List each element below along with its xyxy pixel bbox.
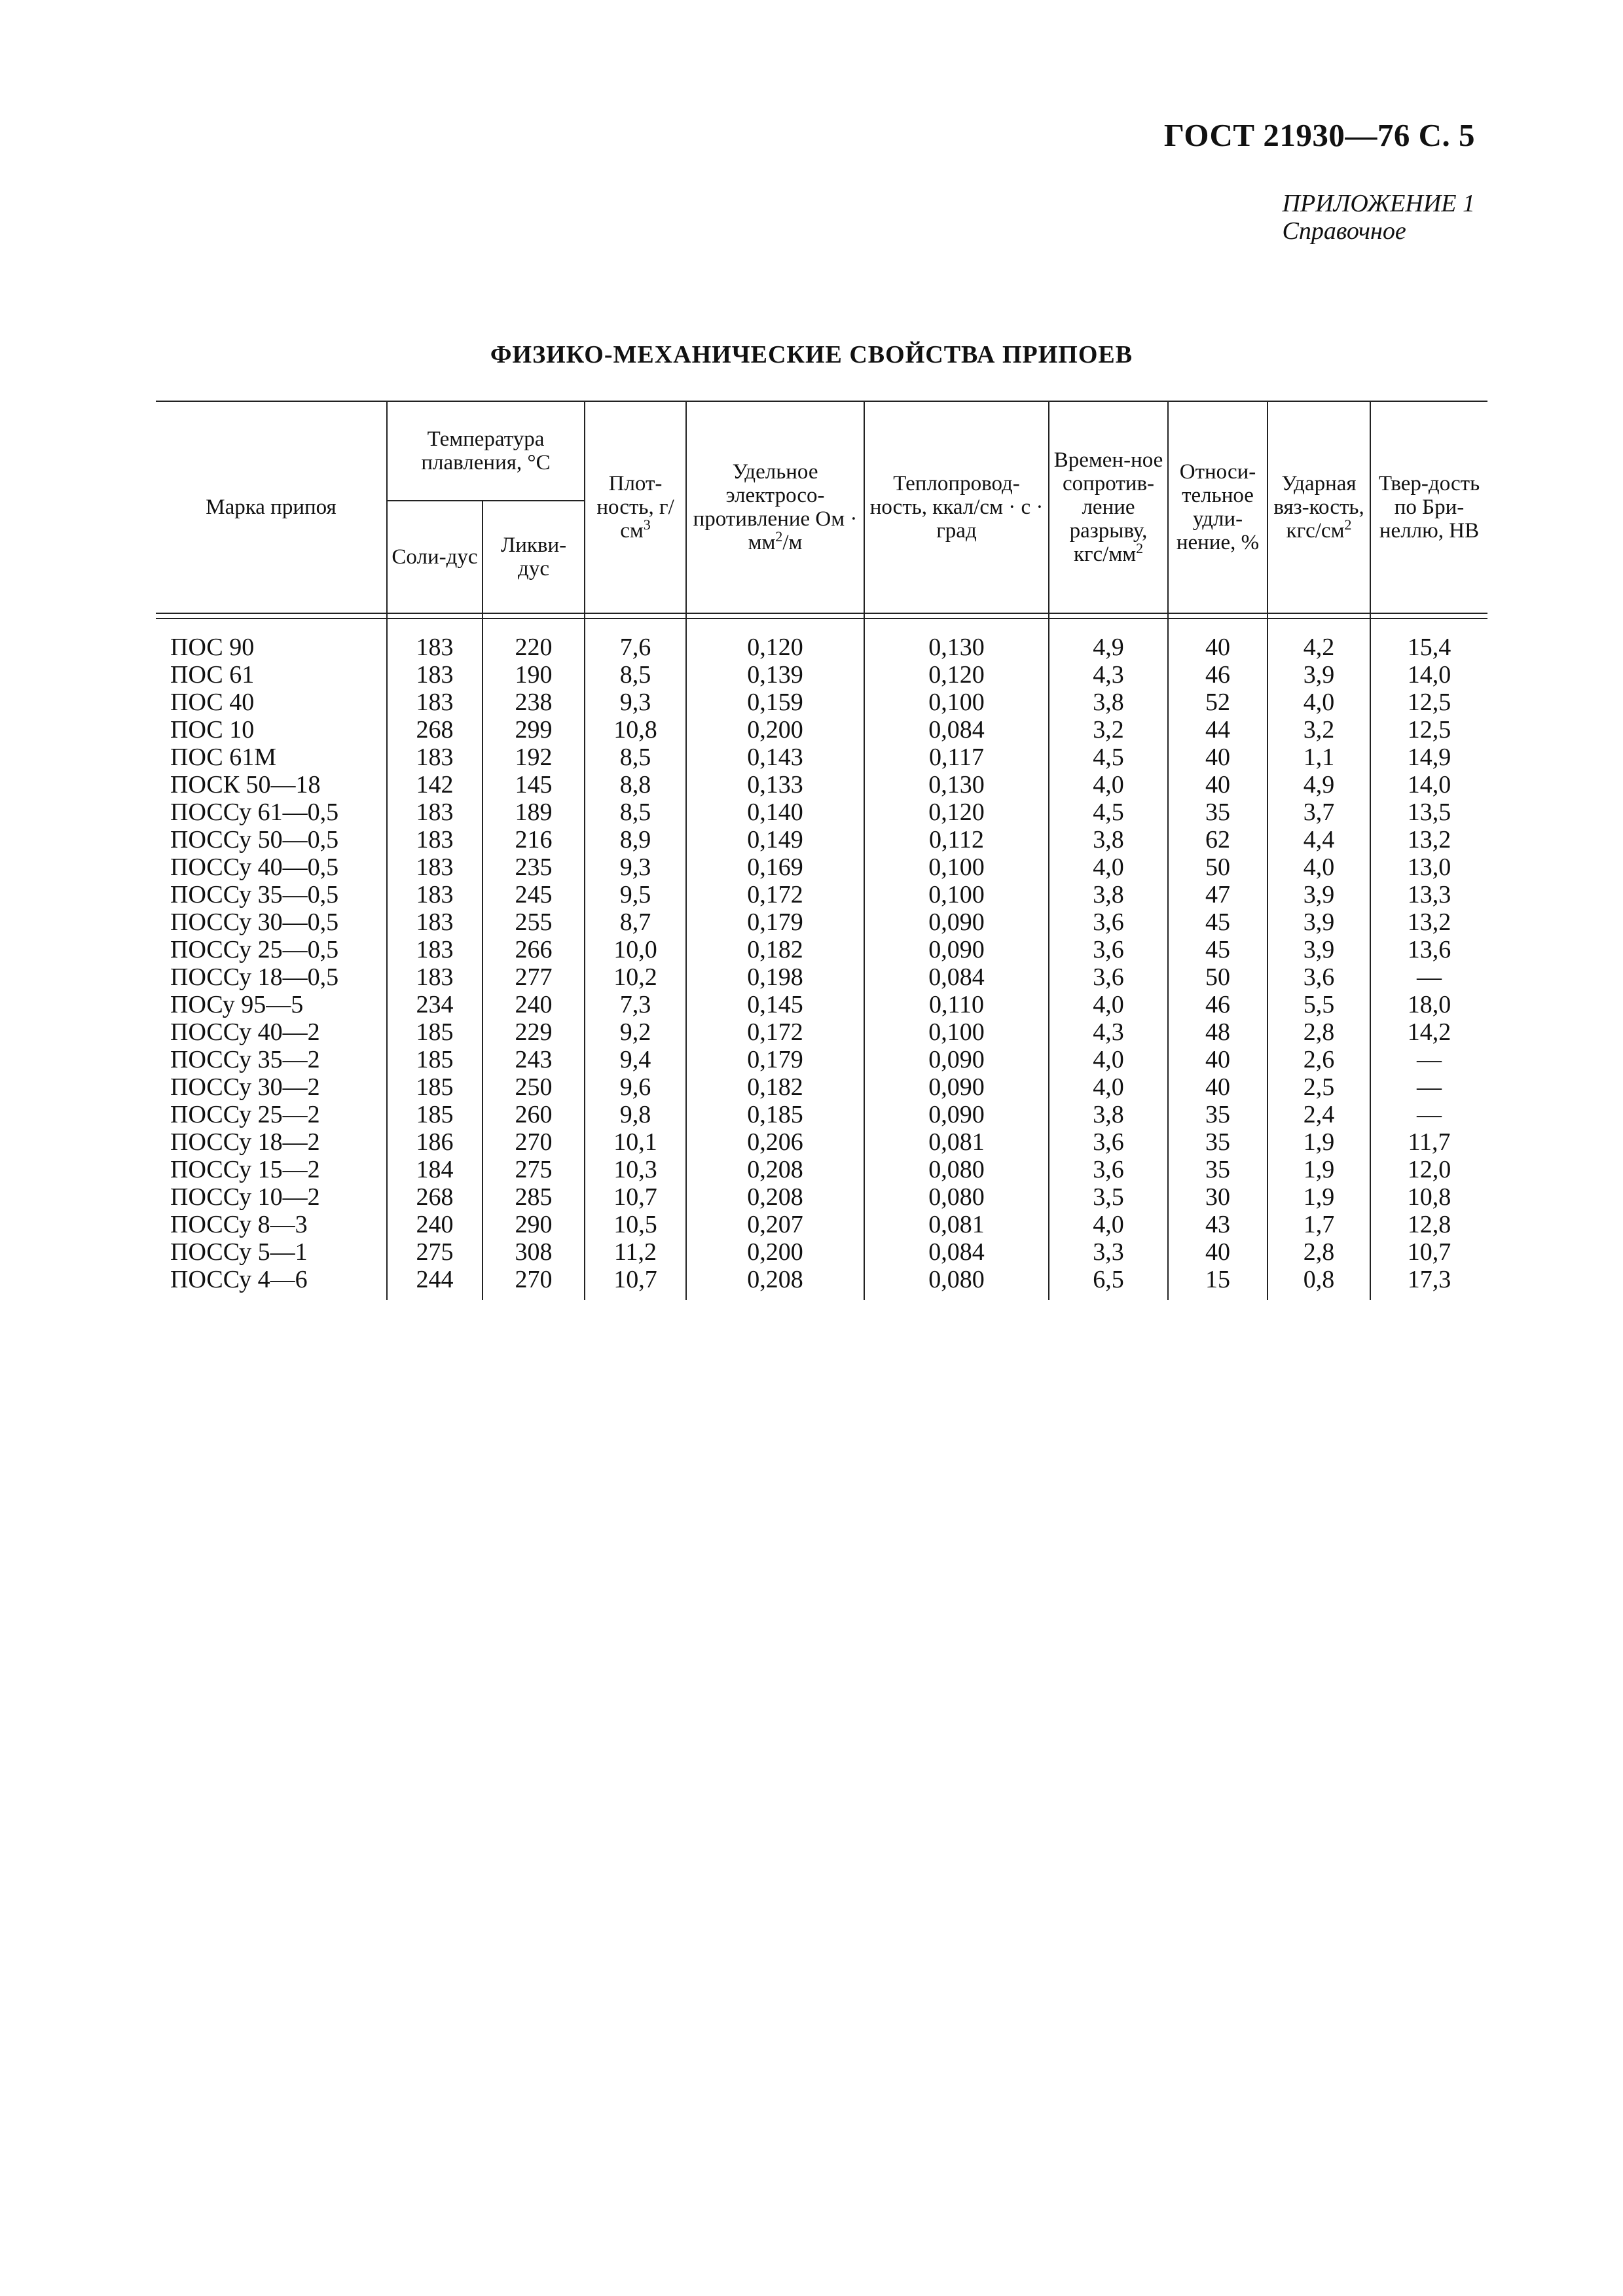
cell-thermal: 0,100 [864, 853, 1049, 881]
cell-liquidus: 290 [483, 1211, 585, 1238]
header-elongation: Относи-тельное удли-нение, % [1168, 401, 1267, 613]
cell-elongation: 62 [1168, 826, 1267, 853]
cell-thermal: 0,081 [864, 1211, 1049, 1238]
cell-hardness: 13,0 [1370, 853, 1487, 881]
table-row [156, 1101, 1487, 1128]
cell-elongation: 47 [1168, 881, 1267, 908]
table-row [156, 744, 1487, 771]
cell-density: 11,2 [585, 1238, 686, 1266]
table-row [156, 771, 1487, 798]
table-row [156, 1046, 1487, 1073]
cell-resistivity: 0,200 [686, 716, 864, 744]
cell-resistivity: 0,149 [686, 826, 864, 853]
table-row [156, 716, 1487, 744]
cell-grade: ПОССу 35—0,5 [170, 881, 339, 908]
document-number: ГОСТ 21930—76 С. 5 [1163, 117, 1475, 153]
cell-thermal: 0,120 [864, 661, 1049, 689]
cell-impact: 1,9 [1267, 1128, 1370, 1156]
cell-liquidus: 255 [483, 908, 585, 936]
cell-hardness: 14,9 [1370, 744, 1487, 771]
cell-hardness: 12,5 [1370, 689, 1487, 716]
cell-impact: 1,7 [1267, 1211, 1370, 1238]
table-row [156, 991, 1487, 1018]
cell-elongation: 40 [1168, 1238, 1267, 1266]
cell-tensile: 3,6 [1049, 1128, 1168, 1156]
cell-elongation: 40 [1168, 771, 1267, 798]
solder-properties-table [156, 401, 1487, 1300]
cell-density: 9,2 [585, 1018, 686, 1046]
table-row [156, 881, 1487, 908]
cell-thermal: 0,100 [864, 689, 1049, 716]
cell-hardness: 10,8 [1370, 1183, 1487, 1211]
cell-resistivity: 0,172 [686, 1018, 864, 1046]
cell-grade: ПОССу 30—0,5 [170, 908, 339, 936]
table-row [156, 798, 1487, 826]
cell-hardness: 12,5 [1370, 716, 1487, 744]
cell-tensile: 3,8 [1049, 689, 1168, 716]
cell-density: 10,1 [585, 1128, 686, 1156]
cell-solidus: 183 [387, 661, 483, 689]
cell-liquidus: 243 [483, 1046, 585, 1073]
cell-thermal: 0,090 [864, 936, 1049, 963]
cell-impact: 4,0 [1267, 689, 1370, 716]
cell-impact: 3,9 [1267, 661, 1370, 689]
cell-resistivity: 0,120 [686, 634, 864, 661]
cell-thermal: 0,081 [864, 1128, 1049, 1156]
cell-thermal: 0,100 [864, 1018, 1049, 1046]
header-thermal-conductivity: Теплопровод-ность, ккал/см · с · град [864, 401, 1049, 613]
cell-liquidus: 145 [483, 771, 585, 798]
cell-density: 9,3 [585, 689, 686, 716]
cell-solidus: 142 [387, 771, 483, 798]
cell-liquidus: 189 [483, 798, 585, 826]
cell-density: 7,3 [585, 991, 686, 1018]
cell-impact: 5,5 [1267, 991, 1370, 1018]
table-row [156, 1073, 1487, 1101]
cell-tensile: 4,3 [1049, 661, 1168, 689]
cell-density: 10,5 [585, 1211, 686, 1238]
header-solder-grade: Марка припоя [156, 401, 387, 613]
cell-liquidus: 277 [483, 963, 585, 991]
cell-thermal: 0,090 [864, 1046, 1049, 1073]
cell-density: 8,5 [585, 798, 686, 826]
table-row [156, 963, 1487, 991]
cell-hardness: — [1370, 1046, 1487, 1073]
cell-solidus: 183 [387, 963, 483, 991]
cell-hardness: 17,3 [1370, 1266, 1487, 1293]
cell-hardness: 14,0 [1370, 771, 1487, 798]
table-row [156, 1183, 1487, 1211]
cell-hardness: — [1370, 963, 1487, 991]
cell-tensile: 3,8 [1049, 1101, 1168, 1128]
cell-density: 9,6 [585, 1073, 686, 1101]
cell-thermal: 0,080 [864, 1183, 1049, 1211]
cell-liquidus: 245 [483, 881, 585, 908]
cell-solidus: 240 [387, 1211, 483, 1238]
cell-density: 9,8 [585, 1101, 686, 1128]
cell-liquidus: 216 [483, 826, 585, 853]
table-row [156, 1266, 1487, 1293]
cell-resistivity: 0,139 [686, 661, 864, 689]
page-title: ФИЗИКО-МЕХАНИЧЕСКИЕ СВОЙСТВА ПРИПОЕВ [490, 341, 1133, 368]
cell-hardness: 13,6 [1370, 936, 1487, 963]
cell-grade: ПОССу 61—0,5 [170, 798, 339, 826]
cell-tensile: 3,2 [1049, 716, 1168, 744]
cell-hardness: 15,4 [1370, 634, 1487, 661]
cell-grade: ПОССу 30—2 [170, 1073, 320, 1101]
cell-elongation: 35 [1168, 1156, 1267, 1183]
cell-resistivity: 0,133 [686, 771, 864, 798]
cell-hardness: 11,7 [1370, 1128, 1487, 1156]
header-brinell-hardness: Твер-дость по Бри-неллю, НВ [1370, 401, 1487, 613]
cell-impact: 0,8 [1267, 1266, 1370, 1293]
cell-elongation: 35 [1168, 1128, 1267, 1156]
cell-solidus: 268 [387, 716, 483, 744]
cell-resistivity: 0,172 [686, 881, 864, 908]
cell-grade: ПОССу 18—2 [170, 1128, 320, 1156]
cell-density: 8,8 [585, 771, 686, 798]
cell-thermal: 0,080 [864, 1266, 1049, 1293]
cell-density: 9,3 [585, 853, 686, 881]
cell-elongation: 35 [1168, 798, 1267, 826]
table-row [156, 634, 1487, 661]
cell-solidus: 185 [387, 1073, 483, 1101]
cell-grade: ПОС 10 [170, 716, 255, 744]
cell-density: 8,5 [585, 744, 686, 771]
cell-hardness: 12,0 [1370, 1156, 1487, 1183]
cell-grade: ПОССу 35—2 [170, 1046, 320, 1073]
cell-tensile: 4,5 [1049, 744, 1168, 771]
cell-resistivity: 0,208 [686, 1183, 864, 1211]
cell-elongation: 40 [1168, 634, 1267, 661]
cell-hardness: 13,3 [1370, 881, 1487, 908]
cell-density: 7,6 [585, 634, 686, 661]
cell-elongation: 46 [1168, 991, 1267, 1018]
cell-resistivity: 0,207 [686, 1211, 864, 1238]
cell-liquidus: 260 [483, 1101, 585, 1128]
cell-hardness: 10,7 [1370, 1238, 1487, 1266]
cell-resistivity: 0,179 [686, 908, 864, 936]
cell-density: 8,7 [585, 908, 686, 936]
cell-impact: 3,9 [1267, 881, 1370, 908]
cell-resistivity: 0,145 [686, 991, 864, 1018]
cell-solidus: 183 [387, 744, 483, 771]
cell-hardness: 12,8 [1370, 1211, 1487, 1238]
table-row [156, 1156, 1487, 1183]
cell-impact: 2,8 [1267, 1238, 1370, 1266]
cell-thermal: 0,112 [864, 826, 1049, 853]
cell-resistivity: 0,200 [686, 1238, 864, 1266]
cell-tensile: 4,0 [1049, 1073, 1168, 1101]
cell-grade: ПОССу 10—2 [170, 1183, 320, 1211]
cell-resistivity: 0,182 [686, 936, 864, 963]
cell-solidus: 184 [387, 1156, 483, 1183]
cell-impact: 1,9 [1267, 1156, 1370, 1183]
cell-resistivity: 0,182 [686, 1073, 864, 1101]
cell-grade: ПОССу 40—0,5 [170, 853, 339, 881]
cell-resistivity: 0,208 [686, 1156, 864, 1183]
table-row [156, 689, 1487, 716]
cell-thermal: 0,090 [864, 1073, 1049, 1101]
cell-elongation: 15 [1168, 1266, 1267, 1293]
cell-thermal: 0,100 [864, 881, 1049, 908]
table-row [156, 1128, 1487, 1156]
cell-impact: 3,9 [1267, 908, 1370, 936]
cell-solidus: 183 [387, 908, 483, 936]
cell-density: 10,2 [585, 963, 686, 991]
cell-impact: 4,0 [1267, 853, 1370, 881]
cell-elongation: 45 [1168, 908, 1267, 936]
cell-hardness: 13,2 [1370, 908, 1487, 936]
cell-resistivity: 0,208 [686, 1266, 864, 1293]
cell-grade: ПОССу 25—2 [170, 1101, 320, 1128]
cell-thermal: 0,084 [864, 963, 1049, 991]
cell-liquidus: 270 [483, 1128, 585, 1156]
cell-solidus: 185 [387, 1101, 483, 1128]
cell-elongation: 46 [1168, 661, 1267, 689]
cell-liquidus: 229 [483, 1018, 585, 1046]
cell-elongation: 50 [1168, 853, 1267, 881]
table-row [156, 826, 1487, 853]
cell-resistivity: 0,206 [686, 1128, 864, 1156]
cell-hardness: — [1370, 1073, 1487, 1101]
cell-solidus: 244 [387, 1266, 483, 1293]
appendix-label: ПРИЛОЖЕНИЕ 1 [1282, 190, 1475, 217]
cell-solidus: 183 [387, 936, 483, 963]
cell-elongation: 40 [1168, 1046, 1267, 1073]
cell-impact: 2,8 [1267, 1018, 1370, 1046]
header-tensile-strength: Времен-ное сопротив-ление разрыву, кгс/$мм^2$ [1049, 401, 1168, 613]
cell-tensile: 4,0 [1049, 853, 1168, 881]
cell-impact: 1,1 [1267, 744, 1370, 771]
cell-resistivity: 0,159 [686, 689, 864, 716]
cell-solidus: 186 [387, 1128, 483, 1156]
cell-solidus: 234 [387, 991, 483, 1018]
cell-thermal: 0,090 [864, 1101, 1049, 1128]
cell-impact: 3,6 [1267, 963, 1370, 991]
cell-solidus: 183 [387, 798, 483, 826]
cell-resistivity: 0,185 [686, 1101, 864, 1128]
cell-density: 10,7 [585, 1183, 686, 1211]
cell-liquidus: 285 [483, 1183, 585, 1211]
cell-tensile: 3,6 [1049, 936, 1168, 963]
cell-tensile: 4,0 [1049, 771, 1168, 798]
cell-hardness: 13,5 [1370, 798, 1487, 826]
cell-grade: ПОС 61 [170, 661, 255, 689]
cell-tensile: 3,3 [1049, 1238, 1168, 1266]
cell-thermal: 0,080 [864, 1156, 1049, 1183]
cell-impact: 4,2 [1267, 634, 1370, 661]
cell-impact: 4,9 [1267, 771, 1370, 798]
cell-liquidus: 275 [483, 1156, 585, 1183]
cell-tensile: 3,5 [1049, 1183, 1168, 1211]
header-melting-temperature: Температура плавления, °С [387, 401, 585, 501]
appendix-block [1283, 190, 1475, 245]
cell-elongation: 44 [1168, 716, 1267, 744]
cell-grade: ПОСК 50—18 [170, 771, 321, 798]
cell-density: 10,7 [585, 1266, 686, 1293]
cell-liquidus: 250 [483, 1073, 585, 1101]
cell-liquidus: 190 [483, 661, 585, 689]
table-row [156, 661, 1487, 689]
cell-grade: ПОССу 25—0,5 [170, 936, 339, 963]
cell-density: 10,3 [585, 1156, 686, 1183]
cell-thermal: 0,084 [864, 1238, 1049, 1266]
cell-impact: 2,4 [1267, 1101, 1370, 1128]
cell-liquidus: 192 [483, 744, 585, 771]
cell-resistivity: 0,140 [686, 798, 864, 826]
cell-elongation: 40 [1168, 1073, 1267, 1101]
cell-grade: ПОС 61М [170, 744, 276, 771]
cell-solidus: 183 [387, 689, 483, 716]
cell-tensile: 6,5 [1049, 1266, 1168, 1293]
cell-elongation: 48 [1168, 1018, 1267, 1046]
cell-tensile: 4,5 [1049, 798, 1168, 826]
cell-grade: ПОССу 5—1 [170, 1238, 308, 1266]
cell-elongation: 50 [1168, 963, 1267, 991]
cell-liquidus: 308 [483, 1238, 585, 1266]
cell-elongation: 43 [1168, 1211, 1267, 1238]
cell-thermal: 0,130 [864, 634, 1049, 661]
table-row [156, 853, 1487, 881]
cell-impact: 3,2 [1267, 716, 1370, 744]
cell-tensile: 3,6 [1049, 963, 1168, 991]
appendix-type: Справочное [1282, 217, 1406, 245]
cell-solidus: 183 [387, 881, 483, 908]
table-row [156, 1238, 1487, 1266]
cell-solidus: 183 [387, 826, 483, 853]
cell-density: 10,0 [585, 936, 686, 963]
cell-thermal: 0,130 [864, 771, 1049, 798]
cell-elongation: 35 [1168, 1101, 1267, 1128]
cell-solidus: 275 [387, 1238, 483, 1266]
cell-liquidus: 238 [483, 689, 585, 716]
cell-liquidus: 299 [483, 716, 585, 744]
cell-impact: 3,7 [1267, 798, 1370, 826]
cell-grade: ПОССу 18—0,5 [170, 963, 339, 991]
header-liquidus: Ликви-дус [483, 501, 585, 613]
cell-hardness: 18,0 [1370, 991, 1487, 1018]
cell-solidus: 185 [387, 1046, 483, 1073]
cell-solidus: 183 [387, 853, 483, 881]
cell-elongation: 52 [1168, 689, 1267, 716]
cell-resistivity: 0,169 [686, 853, 864, 881]
cell-liquidus: 266 [483, 936, 585, 963]
cell-solidus: 183 [387, 634, 483, 661]
cell-solidus: 268 [387, 1183, 483, 1211]
cell-hardness: 14,2 [1370, 1018, 1487, 1046]
cell-resistivity: 0,143 [686, 744, 864, 771]
cell-elongation: 30 [1168, 1183, 1267, 1211]
cell-grade: ПОССу 15—2 [170, 1156, 320, 1183]
cell-grade: ПОССу 50—0,5 [170, 826, 339, 853]
cell-thermal: 0,120 [864, 798, 1049, 826]
cell-grade: ПОСу 95—5 [170, 991, 304, 1018]
header-density: Плот-ность, $г/см^3$ [585, 401, 686, 613]
cell-density: 9,4 [585, 1046, 686, 1073]
cell-impact: 2,5 [1267, 1073, 1370, 1101]
cell-impact: 3,9 [1267, 936, 1370, 963]
cell-elongation: 40 [1168, 744, 1267, 771]
cell-grade: ПОССу 4—6 [170, 1266, 308, 1293]
cell-impact: 2,6 [1267, 1046, 1370, 1073]
cell-liquidus: 220 [483, 634, 585, 661]
cell-thermal: 0,090 [864, 908, 1049, 936]
cell-tensile: 4,0 [1049, 1211, 1168, 1238]
cell-tensile: 4,0 [1049, 991, 1168, 1018]
cell-thermal: 0,084 [864, 716, 1049, 744]
cell-tensile: 4,9 [1049, 634, 1168, 661]
cell-density: 10,8 [585, 716, 686, 744]
cell-thermal: 0,110 [864, 991, 1049, 1018]
cell-solidus: 185 [387, 1018, 483, 1046]
cell-resistivity: 0,179 [686, 1046, 864, 1073]
table-body [156, 619, 1487, 1300]
cell-hardness: 13,2 [1370, 826, 1487, 853]
table-row [156, 936, 1487, 963]
cell-tensile: 4,3 [1049, 1018, 1168, 1046]
table-row [156, 1018, 1487, 1046]
header-resistivity: Удельное электросо-противление Ом · $мм^2/м$ [686, 401, 864, 613]
table-row [156, 1211, 1487, 1238]
cell-tensile: 3,6 [1049, 908, 1168, 936]
cell-grade: ПОССу 8—3 [170, 1211, 308, 1238]
cell-grade: ПОС 40 [170, 689, 255, 716]
table-row [156, 908, 1487, 936]
cell-tensile: 3,8 [1049, 826, 1168, 853]
cell-density: 9,5 [585, 881, 686, 908]
cell-hardness: — [1370, 1101, 1487, 1128]
cell-liquidus: 235 [483, 853, 585, 881]
cell-tensile: 4,0 [1049, 1046, 1168, 1073]
header-impact-strength: Ударная вяз-кость, кгс/$см^2$ [1267, 401, 1370, 613]
cell-density: 8,5 [585, 661, 686, 689]
header-solidus: Соли-дус [387, 501, 483, 613]
cell-impact: 1,9 [1267, 1183, 1370, 1211]
cell-elongation: 45 [1168, 936, 1267, 963]
cell-grade: ПОССу 40—2 [170, 1018, 320, 1046]
cell-thermal: 0,117 [864, 744, 1049, 771]
cell-tensile: 3,8 [1049, 881, 1168, 908]
cell-liquidus: 270 [483, 1266, 585, 1293]
cell-liquidus: 240 [483, 991, 585, 1018]
cell-density: 8,9 [585, 826, 686, 853]
cell-impact: 4,4 [1267, 826, 1370, 853]
cell-hardness: 14,0 [1370, 661, 1487, 689]
cell-grade: ПОС 90 [170, 634, 255, 661]
cell-tensile: 3,6 [1049, 1156, 1168, 1183]
cell-resistivity: 0,198 [686, 963, 864, 991]
